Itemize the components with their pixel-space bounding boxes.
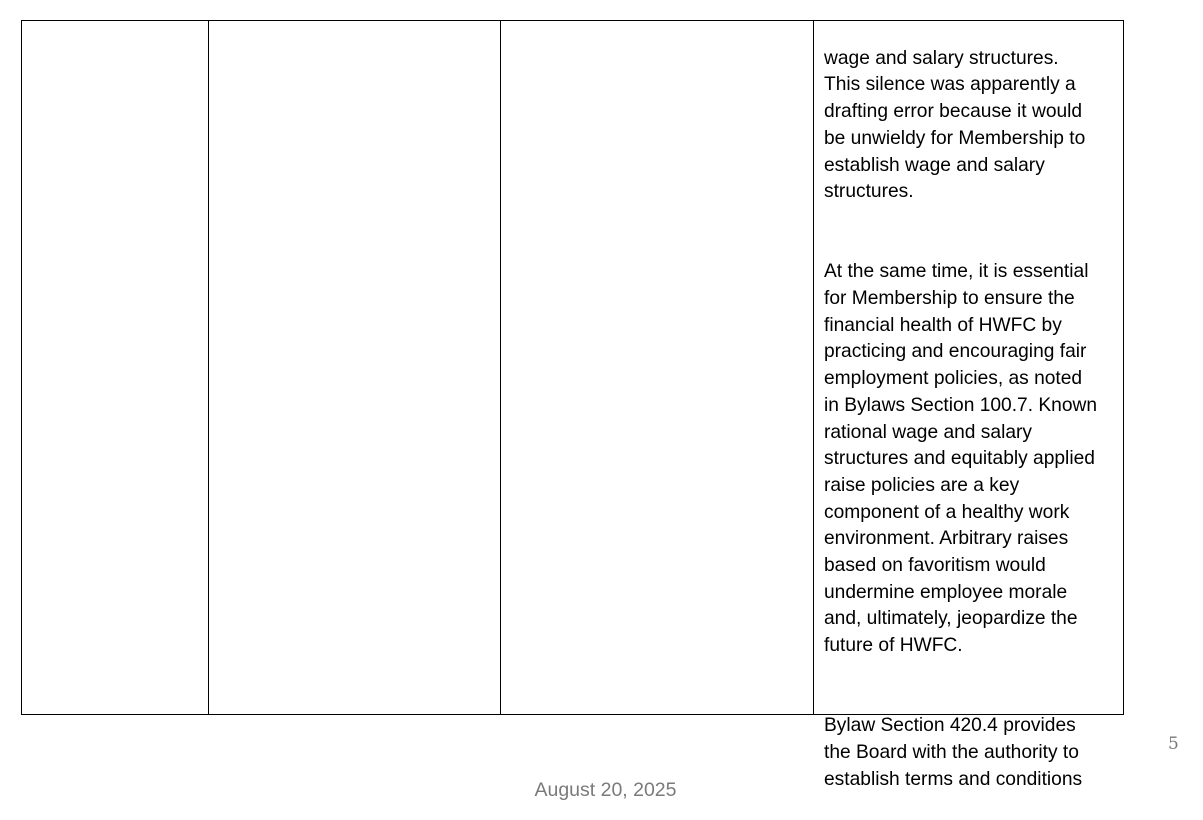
page-number: 5 xyxy=(1168,734,1179,754)
table-cell-3 xyxy=(501,21,814,715)
table-cell-2 xyxy=(209,21,501,715)
paragraph-financial-health: At the same time, it is essential for Membership to ensure the financial health of HWFC by practicing and encouraging fair employment policies, as noted in Bylaws Section 100.7. Known rational wage and salary structures and equitably applied raise policies are a key component of a healthy work environment. Arbitrary raises based on favoritism would undermine employee morale and, ultimately, jeopardize the future of HWFC. xyxy=(824,261,1098,657)
cell-text-block xyxy=(814,19,1123,790)
paragraph-bylaw-420-4: Bylaw Section 420.4 provides the Board with the authority to establish terms and conditions xyxy=(824,715,1083,790)
footer-date: August 20, 2025 xyxy=(534,779,677,801)
table-row xyxy=(22,21,1124,715)
table-cell-4 xyxy=(814,21,1124,790)
table-cell-1 xyxy=(22,21,209,715)
paragraph-wage-structures: wage and salary structures. This silence was apparently a drafting error because it would be unwieldy for Membership to establish wage and salary structures. xyxy=(824,47,1086,203)
